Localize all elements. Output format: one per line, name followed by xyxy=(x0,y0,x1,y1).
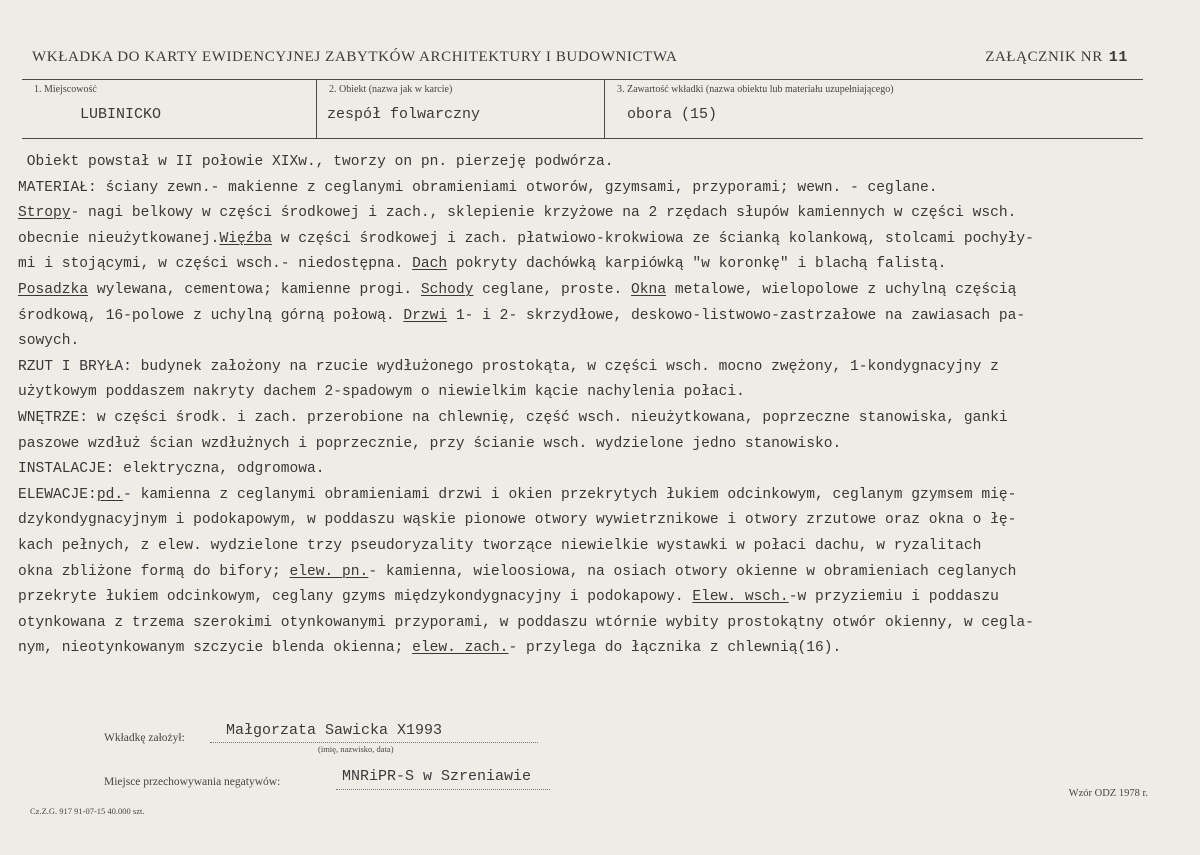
text-run: Obiekt powstał w II połowie XIXw., tworzy on pn. pierzeję podwórza. xyxy=(18,154,614,170)
description-line xyxy=(18,432,1188,458)
author-underline xyxy=(210,742,538,743)
text-run: dzykondygnacyjnym i podokapowym, w poddaszu wąskie pionowe otwory wywietrznikowe i otwory zrzutowe oraz okna o łę- xyxy=(18,512,1017,529)
field-location xyxy=(22,80,316,138)
description-line xyxy=(18,508,1188,534)
description-line xyxy=(18,611,1188,637)
underlined-heading: Drzwi xyxy=(403,307,448,324)
description-line xyxy=(18,201,1188,227)
underlined-heading: elew. pn. xyxy=(289,563,369,580)
field-object xyxy=(316,80,604,138)
text-run: sowych. xyxy=(18,333,80,350)
attachment-label: ZAŁĄCZNIK NR xyxy=(985,49,1103,65)
text-run: pokryty dachówką karpiówką "w koronkę" i blachą falistą. xyxy=(447,256,947,273)
print-info: Cz.Z.G. 917 91-07-15 40.000 szt. xyxy=(30,806,145,816)
text-run: WNĘTRZE: w części środk. i zach. przerobione na chlewnię, część wsch. nieużytkowana, poprzeczne stanowiska, ganki xyxy=(18,409,1008,426)
author-value: Małgorzata Sawicka X1993 xyxy=(226,722,443,739)
description-line xyxy=(18,636,1188,662)
text-run: środkową, 16-polowe z uchylną górną połową. xyxy=(18,307,404,324)
description-line xyxy=(18,252,1188,278)
text-run: - kamienna z ceglanymi obramieniami drzwi i okien przekrytych łukiem odcinkowym, ceglanym gzymsem mię- xyxy=(123,486,1017,503)
text-run: RZUT I BRYŁA: budynek założony na rzucie wydłużonego prostokąta, w części wsch. mocno zwężony, 1-kondygnacyjny z xyxy=(18,358,999,375)
description-line xyxy=(18,380,1188,406)
form-info: Wzór ODZ 1978 r. xyxy=(1068,788,1148,799)
text-run: MATERIAŁ: ściany zewn.- makienne z ceglanymi obramieniami otworów, gzymsami, przyporami; wewn. - ceglane. xyxy=(18,179,938,196)
description-line xyxy=(18,329,1188,355)
description-line xyxy=(18,534,1188,560)
text-run: - kamienna, wieloosiowa, na osiach otwory okienne w obramieniach ceglanych xyxy=(368,563,1017,580)
text-run: 1- i 2- skrzydłowe, deskowo-listwowo-zastrzałowe na zawiasach pa- xyxy=(447,307,1026,324)
field-content-value: obora (15) xyxy=(627,106,718,123)
field-content-label: 3. Zawartość wkładki (nazwa obiektu lub materiału uzupełniającego) xyxy=(617,84,894,95)
underlined-heading: pd. xyxy=(96,486,124,503)
storage-underline xyxy=(336,789,550,790)
text-run: przekryte łukiem odcinkowym, ceglany gzyms międzykondygnacyjny i podokapowy. xyxy=(18,589,693,606)
text-run: - przylega do łącznika z chlewnią(16). xyxy=(508,640,842,657)
description-line xyxy=(18,176,1188,202)
description-line xyxy=(18,355,1188,381)
text-run: w części środkowej i zach. płatwiowo-krokwiowa ze ścianką kolankową, stolcami pochyły- xyxy=(271,230,1034,247)
description-line xyxy=(18,150,1188,176)
underlined-heading: Stropy xyxy=(18,205,71,222)
author-label: Wkładkę założył: xyxy=(104,732,185,744)
author-caption: (imię, nazwisko, data) xyxy=(318,744,394,754)
text-run: -w przyziemiu i poddaszu xyxy=(788,589,999,606)
text-run: użytkowym poddaszem nakryty dachem 2-spadowym o niewielkim kącie nachylenia połaci. xyxy=(18,384,745,401)
storage-label: Miejsce przechowywania negatywów: xyxy=(104,776,281,788)
field-object-label: 2. Obiekt (nazwa jak w karcie) xyxy=(329,84,453,95)
text-run: obecnie nieużytkowanej. xyxy=(18,230,220,247)
text-run: metalowe, wielopolowe z uchylną częścią xyxy=(666,281,1017,298)
description-line xyxy=(18,278,1188,304)
text-run: ELEWACJE: xyxy=(18,486,97,503)
form-title: WKŁADKA DO KARTY EWIDENCYJNEJ ZABYTKÓW ARCHITEKTURY I BUDOWNICTWA xyxy=(32,49,678,65)
field-content xyxy=(604,80,1143,138)
fields-table xyxy=(22,79,1143,139)
field-location-label: 1. Miejscowość xyxy=(34,84,97,95)
underlined-heading: elew. zach. xyxy=(412,640,509,657)
underlined-heading: Okna xyxy=(631,281,667,298)
field-object-value: zespół folwarczny xyxy=(327,106,481,123)
description-text xyxy=(18,150,1188,662)
field-location-value: LUBINICKO xyxy=(80,106,162,123)
text-run: otynkowana z trzema szerokimi otynkowanymi przyporami, w poddaszu wtórnie wybity prostokątny otwór okienny, w cegla- xyxy=(18,614,1034,631)
text-run: mi i stojącymi, w części wsch.- niedostępna. xyxy=(18,256,413,273)
underlined-heading: Elew. wsch. xyxy=(692,589,789,606)
storage-value: MNRiPR-S w Szreniawie xyxy=(342,768,532,785)
text-run: paszowe wzdłuż ścian wzdłużnych i poprzecznie, przy ścianie wsch. wydzielone jedno stanowisko. xyxy=(18,435,842,452)
description-line xyxy=(18,227,1188,253)
description-line xyxy=(18,585,1188,611)
text-run: INSTALACJE: elektryczna, odgromowa. xyxy=(18,461,325,478)
text-run: - nagi belkowy w części środkowej i zach., sklepienie krzyżowe na 2 rzędach słupów kamiennych w części wsch. xyxy=(70,205,1017,222)
text-run: nym, nieotynkowanym szczycie blenda okienna; xyxy=(18,640,413,657)
description-line xyxy=(18,560,1188,586)
description-line xyxy=(18,406,1188,432)
attachment-value: 11 xyxy=(1108,49,1128,66)
description-line xyxy=(18,304,1188,330)
underlined-heading: Schody xyxy=(420,281,474,298)
text-run: okna zbliżone formą do bifory; xyxy=(18,563,290,580)
text-run: wylewana, cementowa; kamienne progi. xyxy=(88,281,421,298)
text-run: kach pełnych, z elew. wydzielone trzy pseudoryzality tworzące niewielkie wystawki w połaci dachu, w ryzalitach xyxy=(18,537,982,554)
underlined-heading: Dach xyxy=(412,256,448,273)
text-run: ceglane, proste. xyxy=(473,281,632,298)
underlined-heading: Posadzka xyxy=(18,281,89,298)
underlined-heading: Więźba xyxy=(219,230,272,247)
description-line xyxy=(18,483,1188,509)
attachment-number xyxy=(985,49,1128,66)
description-line xyxy=(18,457,1188,483)
